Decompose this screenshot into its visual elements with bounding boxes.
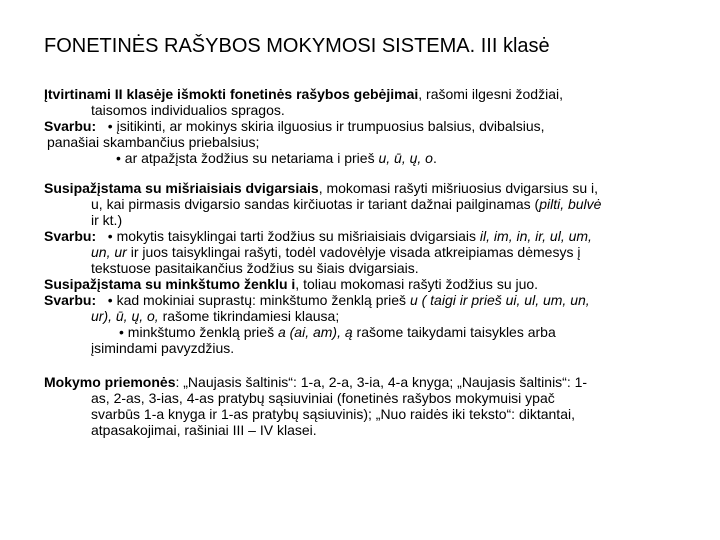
p1-text: , rašomi ilgesni žodžiai, — [418, 86, 563, 102]
s1-bullet-2-italic: u, ū, ų, o — [378, 150, 433, 166]
s3-line-2-italic: ur), ū, ų, o, — [91, 308, 159, 324]
s1-line-2: panašiai skambančius priebalsius; — [47, 134, 260, 150]
s3-line-4: įsimindami pavyzdžius. — [91, 340, 235, 356]
s2-line-3: tekstuose pasitaikančius žodžius su šiais dvigarsiais. — [91, 260, 419, 276]
s2-line-1-text: • mokytis taisyklingai tarti žodžius su mišriaisiais dvigarsiais — [107, 228, 480, 244]
s3-line-2 — [44, 308, 694, 324]
s2-line-1-italic: il, im, in, ir, ul, um, — [479, 228, 592, 244]
s3-label: Svarbu: — [44, 292, 97, 308]
s2-line-1 — [44, 228, 694, 244]
slide-title: FONETINĖS RAŠYBOS MOKYMOSI SISTEMA. III klasė — [44, 35, 550, 57]
p3-line-1 — [44, 276, 694, 292]
s3-line-3-end: rašome taikydami taisykles arba — [352, 324, 556, 340]
s1-label: Svarbu: — [44, 118, 97, 134]
p4-line-3: svarbūs 1-a knyga ir 1-as pratybų sąsiuvinis); „Nuo raidės iki teksto“: diktantai, — [91, 406, 575, 422]
s3-line-3 — [44, 324, 694, 340]
p2-line-2-text: u, kai pirmasis dvigarsio sandas kirčiuotas ir tariant dažnai pailginamas ( — [91, 196, 540, 212]
p3-bold-heading: Susipažįstama su minkštumo ženklu i — [44, 276, 296, 292]
s1-bullet-2: • ar atpažįsta žodžius su netariama i prieš — [116, 150, 379, 166]
s1-line-1 — [44, 118, 694, 134]
p3-text: , toliau mokomasi rašyti žodžius su juo. — [295, 276, 539, 292]
s2-line-2 — [44, 244, 694, 260]
s3-line-1 — [44, 292, 694, 308]
p2-line-3: ir kt.) — [91, 212, 123, 228]
p2-line-2 — [44, 196, 694, 212]
p2-text: , mokomasi rašyti mišriuosius dvigarsius su i, — [318, 180, 598, 196]
p2-line-1 — [44, 180, 694, 196]
p2-bold-heading: Susipažįstama su mišriaisiais dvigarsiais — [44, 180, 319, 196]
p4-line-1 — [44, 374, 694, 390]
slide-body — [44, 86, 694, 438]
p4-bold-heading: Mokymo priemonės — [44, 374, 176, 390]
p1-line-2: taisomos individualios spragos. — [91, 102, 285, 118]
s3-line-1-text: • kad mokiniai suprastų: minkštumo ženklą prieš — [107, 292, 410, 308]
s2-line-2-text: ir juos taisyklingai rašyti, todėl vadovėlyje visada atkreipiamas dėmesys į — [126, 244, 581, 260]
s2-line-2-italic: un, ur — [91, 244, 127, 260]
s1-bullet-1: • įsitikinti, ar mokinys skiria ilguosius ir trumpuosius balsius, dvibalsius, — [107, 118, 545, 134]
s1-line-3 — [44, 150, 694, 166]
s3-line-3-text: • minkštumo ženklą prieš — [119, 324, 278, 340]
p2-line-2-italic: pilti, bulvė — [539, 196, 602, 212]
s1-bullet-2-end: . — [432, 150, 437, 166]
p4-text: : „Naujasis šaltinis“: 1-a, 2-a, 3-ia, 4-a knyga; „Naujasis šaltinis“: 1- — [175, 374, 588, 390]
s3-line-1-italic: u ( taigi ir prieš ui, ul, um, un, — [409, 292, 590, 308]
s3-line-2-text: rašome tikrindamiesi klausa; — [158, 308, 340, 324]
p1-line-1 — [44, 86, 694, 102]
p1-bold-heading: Įtvirtinami II klasėje išmokti fonetinės rašybos gebėjimai — [44, 86, 419, 102]
s3-line-3-italic: a (ai, am), ą — [277, 324, 353, 340]
p4-line-2: as, 2-as, 3-ias, 4-as pratybų sąsiuviniai (fonetinės rašybos mokymuisi ypač — [91, 390, 555, 406]
s2-label: Svarbu: — [44, 228, 97, 244]
p4-line-4: atpasakojimai, rašiniai III – IV klasei. — [91, 422, 317, 438]
